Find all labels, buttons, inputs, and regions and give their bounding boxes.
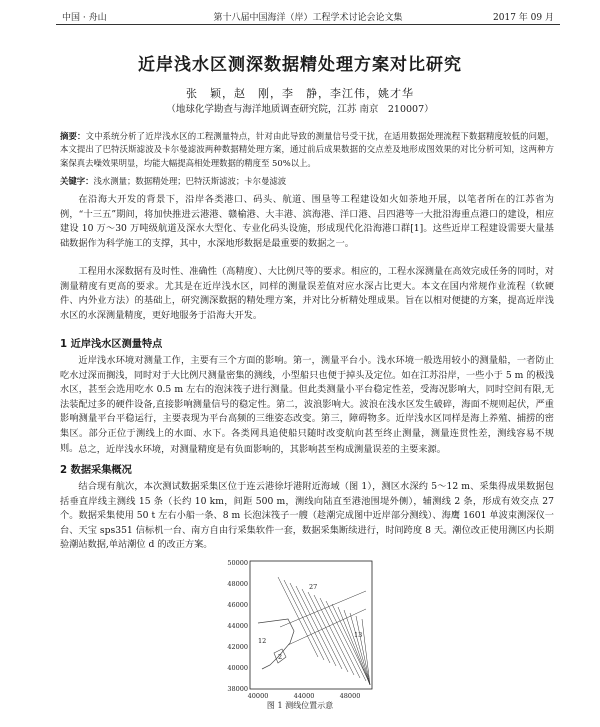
y-tick-label: 48000 bbox=[227, 580, 248, 588]
line-label: 12 bbox=[258, 637, 267, 645]
survey-line bbox=[326, 601, 366, 681]
affiliation: （地球化学勘查与海洋地质调查研究院，江苏 南京 210007） bbox=[166, 104, 434, 115]
intro-paragraph-2: 工程用水深数据有及时性、准确性（高精度）、大比例尺等的要求。相应的，工程水深测量在高效完成任务的同时，对测量精度有更高的要求。尤其是在近岸浅水区，同样的测量误差值对应水深占比更大。本文在国内常规作业流程（软硬件、内外业方法）的基础上，研究测深数据的精处理方案，并对比分析精处理成果。旨在以相对便捷的方案，提高近岸浅水区的水深测量精度，更好地服务于沿海大开发。 bbox=[60, 266, 554, 321]
x-tick-label: 44000 bbox=[293, 692, 315, 700]
y-tick-label: 40000 bbox=[227, 664, 248, 672]
author-list: 张 颖，赵 刚，李 静，李江伟，姚才华 bbox=[186, 87, 414, 100]
paper-title: 近岸浅水区测深数据精处理方案对比研究 bbox=[138, 55, 462, 75]
line-label: 27 bbox=[309, 583, 318, 591]
survey-line bbox=[302, 589, 342, 669]
y-tick-label: 50000 bbox=[227, 559, 248, 567]
header-date: 2017 年 09 月 bbox=[493, 13, 554, 23]
y-tick-label: 46000 bbox=[227, 601, 248, 609]
abstract-text: 文中系统分析了近岸浅水区的工程测量特点，针对由此导致的测量信号受干扰，在适用数据处理流程下数据精度较低的问题，本文提出了巴特沃斯滤波及卡尔曼滤波两种数据精处理方案，通过前后成果数据的交点差及地形成图效果的对比分析可知，这两种方案保真去噪效果明显，均能大幅提高相处理数据的精度至 50%以上。 bbox=[60, 131, 554, 168]
survey-line bbox=[314, 595, 354, 675]
header-location: 中国 · 舟山 bbox=[62, 13, 107, 23]
section1-paragraph-2: 总之，近岸浅水环境，对测量精度是有负面影响的，其影响甚至构成测量误差的主要来源。 bbox=[78, 444, 446, 455]
survey-line bbox=[296, 586, 336, 666]
survey-line bbox=[290, 583, 330, 663]
abstract-label: 摘要： bbox=[60, 131, 86, 141]
intro-paragraph-1: 在沿海大开发的背景下，沿岸各类港口、码头、航道、围垦等工程建设如火如荼地开展，以笔者所在的江苏省为例，“十三五”期间，将加快推进云港港、赣榆港、大丰港、滨海港、洋口港、吕四港等一大批沿海重点港口的建设，相应建设 10 万～30 万吨级航道及深水大型化、专业化码头设施，形成现代化沿海港口群[1]。这些近岸工程建设需要大量基础数据作为科学施工的支撑，其中，水深地形数据是最重要的数据之一。 bbox=[60, 194, 554, 249]
figure-caption: 图 1 测线位置示意 bbox=[266, 701, 334, 710]
survey-line bbox=[308, 592, 348, 672]
keywords-text: 浅水测量；数据精处理；巴特沃斯滤波；卡尔曼滤波 bbox=[93, 176, 287, 186]
line-label: 13 bbox=[354, 631, 363, 639]
abstract bbox=[60, 130, 554, 170]
section1-paragraph-1: 近岸浅水环境对测量工作，主要有三个方面的影响。第一，测量平台小。浅水环境一般选用较小的测量船，一者防止吃水过深而搁浅，同时对于大比例尺测量密集的测线，小型船只也便于掉头及定位。如在江苏沿岸，一些小于 5 m 的极浅水区，甚至会选用吃水 0.5 m 左右的泡沫筏子进行测量。但此类测量小平台稳定性差，受海况影响大，同时空间有限,无法装配过多的硬件设备,直接影响测量信号的稳定性。第二，波浪影响大。波浪在浅水区发生破碎，海面不规则起伏，严重影响测量平台平稳运行，主要表现为平台高频的三维姿态改变。第三，障碍物多。近岸浅水区同样是海上养殖、捕捞的密集区。部分正位于测线上的水面、水下。各类网具追使船只随时改变航向甚至终止测量，测量连贯性差，测线容易不规则。 bbox=[60, 355, 554, 454]
header-proceedings: 第十八届中国海洋（岸）工程学术讨论会论文集 bbox=[213, 13, 403, 23]
running-header bbox=[56, 8, 560, 25]
keywords bbox=[60, 175, 554, 187]
y-tick-label: 42000 bbox=[227, 643, 248, 651]
keywords-label: 关键字： bbox=[60, 176, 94, 186]
survey-line bbox=[284, 580, 324, 660]
x-tick-label: 48000 bbox=[339, 692, 361, 700]
survey-line bbox=[350, 613, 370, 685]
y-tick-label: 44000 bbox=[227, 622, 248, 630]
line-label: 2 bbox=[278, 653, 283, 661]
survey-map-svg bbox=[218, 557, 378, 702]
y-tick-label: 38000 bbox=[227, 685, 248, 693]
section-heading-1: 1 近岸浅水区测量特点 bbox=[60, 339, 163, 350]
x-tick-label: 40000 bbox=[247, 692, 269, 700]
section-heading-2: 2 数据采集概况 bbox=[60, 465, 132, 476]
section2-paragraph-1: 结合现有航次，本次测试数据采集区位于连云港徐圩港附近海域（图 1），测区水深约 5～12 m、采集得成果数据包括垂直岸线主测线 15 条（长约 10 km，间距 500 m，测线向陆直至港池围堤外侧），辅测线 2 条，形成有效交点 27 个。数据采集使用 50 t 左右小船一条、8 m 长泡沫筏子一艘（趁潮完成图中近岸部分测线）、海鹰 1601 单波束测深仪一台、天宝 sps351 信标机一台、南方自由行采集软件一套，数据采集断续进行，时间跨度 8 天。潮位改正使用测区内长期验潮站数据,单站潮位 d 的改正方案。 bbox=[60, 481, 554, 551]
